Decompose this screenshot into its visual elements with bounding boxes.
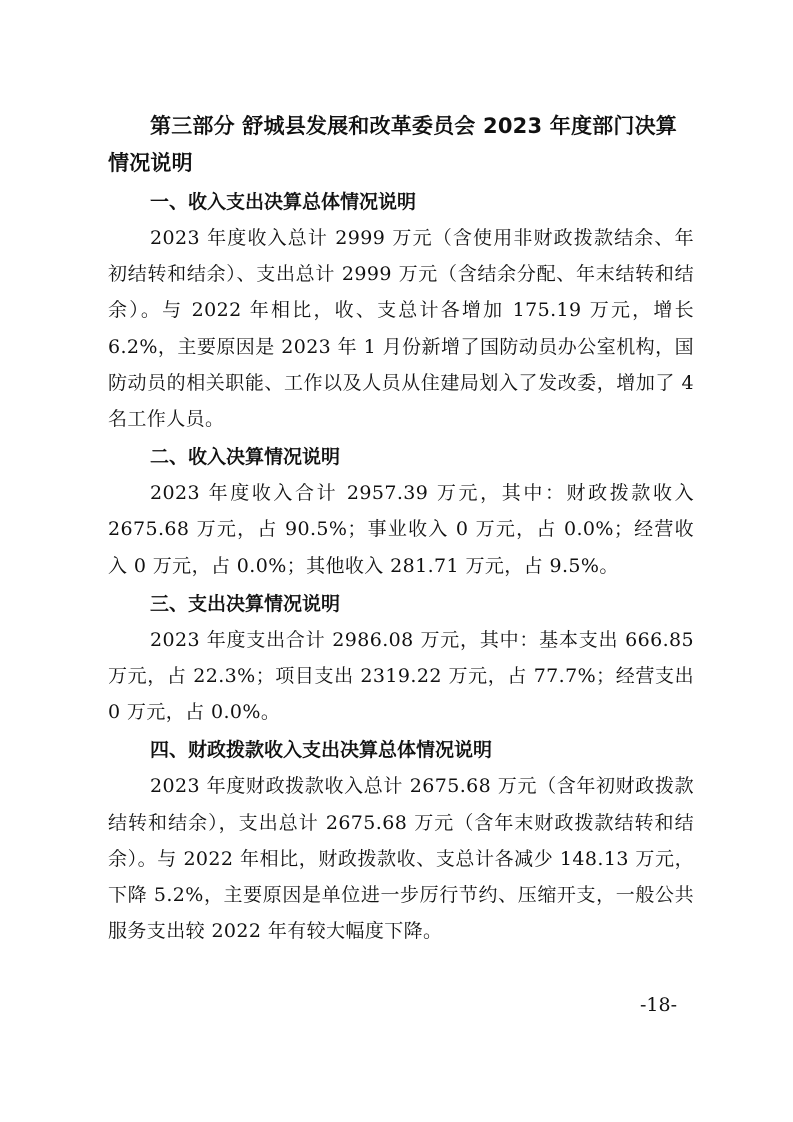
document-title: 第三部分 舒城县发展和改革委员会 2023 年度部门决算情况说明	[108, 114, 677, 175]
document-page	[108, 108, 694, 951]
section-1-heading: 一、收入支出决算总体情况说明	[150, 191, 417, 213]
page-number: -18-	[640, 994, 678, 1016]
section-2-body: 2023 年度收入合计 2957.39 万元，其中：财政拨款收入 2675.68 万元，占 90.5%；事业收入 0 万元，占 0.0%；经营收入 0 万元，占 0.0%；其他收入 281.71 万元，占 9.5%。	[108, 482, 694, 577]
section-1-body: 2023 年度收入总计 2999 万元（含使用非财政拨款结余、年初结转和结余）、支出总计 2999 万元（含结余分配、年末结转和结余）。与 2022 年相比，收、支总计各增加 175.19 万元，增长 6.2%，主要原因是 2023 年 1 月份新增了国防动员办公室机构，国防动员的相关职能、工作以及人员从住建局划入了发改委，增加了 4 名工作人员。	[108, 227, 694, 431]
section-4-heading: 四、财政拨款收入支出决算总体情况说明	[150, 739, 493, 762]
section-2-heading: 二、收入决算情况说明	[150, 446, 341, 469]
section-4-body: 2023 年度财政拨款收入总计 2675.68 万元（含年初财政拨款结转和结余），支出总计 2675.68 万元（含年末财政拨款结转和结余）。与 2022 年相比，财政拨款收、支总计各减少 148.13 万元，下降 5.2%，主要原因是单位进一步厉行节约、压缩开支，一般公共服务支出较 2022 年有较大幅度下降。	[108, 775, 694, 943]
section-3-heading: 三、支出决算情况说明	[150, 592, 341, 615]
section-3-body: 2023 年度支出合计 2986.08 万元，其中：基本支出 666.85 万元，占 22.3%；项目支出 2319.22 万元，占 77.7%；经营支出 0 万元，占 0.0%。	[108, 628, 694, 724]
